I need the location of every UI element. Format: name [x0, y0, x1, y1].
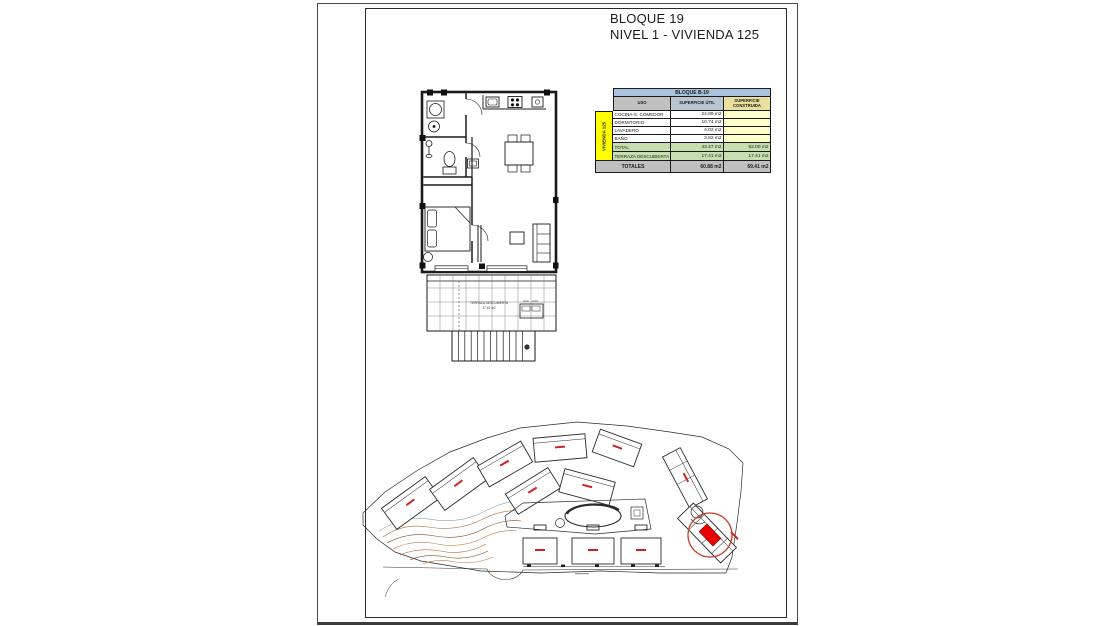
- row-label: LAVADERO: [613, 127, 671, 135]
- laundry-room: [424, 94, 483, 138]
- row-util-total: 43.47 m2: [671, 143, 724, 152]
- title-line-block: BLOQUE 19: [610, 11, 685, 26]
- apartment-walls: [420, 90, 559, 273]
- stool-icon: [424, 253, 433, 262]
- row-label: BAÑO: [613, 135, 671, 143]
- building-block: [592, 429, 642, 467]
- terrace: [427, 275, 556, 331]
- toilet-icon: [444, 152, 455, 167]
- shaft-box: [468, 159, 479, 168]
- site-plan-drawing: [355, 415, 755, 615]
- row-label-terraza: TERRAZA DESCUBIERTA: [613, 152, 671, 161]
- row-label: DORMITORIO: [613, 119, 671, 127]
- row-label-total: TOTAL: [613, 143, 671, 152]
- row-construida-total: 52.00 m2: [724, 143, 771, 152]
- surfaces-table: [595, 88, 771, 173]
- totals-util: 60.88 m2: [671, 161, 724, 173]
- building-block: [382, 477, 441, 530]
- table-block-header: BLOQUE B-19: [613, 88, 771, 97]
- kitchen: [483, 95, 546, 109]
- row-construida: [724, 127, 771, 135]
- row-util-terraza: 17.41 m2: [671, 152, 724, 161]
- bed-icon: [425, 207, 470, 251]
- col-header-superficie-construida: SUPERFICIE CONSTRUIDA: [724, 97, 771, 111]
- dimension-text-mark: [575, 573, 589, 574]
- stove-icon: [508, 97, 522, 108]
- totals-construida: 69.41 m2: [724, 161, 771, 173]
- row-label: COCINA-S. COMEDOR: [613, 111, 671, 119]
- title-block: [610, 11, 759, 43]
- row-util: 4.02 m2: [671, 127, 724, 135]
- exterior-stairs: [452, 331, 535, 361]
- bathroom: [424, 137, 481, 177]
- row-util: 24.89 m2: [671, 111, 724, 119]
- building-block: [477, 441, 532, 487]
- row-util: 3.82 m2: [671, 135, 724, 143]
- building-block: [663, 448, 708, 509]
- access-road: [383, 567, 738, 597]
- floor-plan-drawing: [415, 85, 565, 377]
- building-block: [505, 468, 560, 515]
- terrace-area-label: 17.41 m2: [482, 306, 496, 310]
- title-line-level-unit: NIVEL 1 - VIVIENDA 125: [610, 27, 760, 42]
- row-construida: [724, 135, 771, 143]
- building-block: [572, 525, 614, 564]
- building-block: [559, 469, 615, 506]
- coffee-table-icon: [510, 232, 524, 244]
- vertical-label-vivienda: VIVIENDA 125: [595, 111, 613, 161]
- appliance-icon: [532, 97, 543, 107]
- col-header-superficie-util: SUPERFICIE ÚTIL: [671, 97, 724, 111]
- row-construida-terraza: 17.41 m2: [724, 152, 771, 161]
- bath-sink-icon: [426, 141, 432, 147]
- building-block: [533, 434, 587, 462]
- dining-table: [505, 135, 533, 172]
- totals-label: TOTALES: [595, 161, 671, 173]
- terrace-label: TERRAZA DESCUBIERTA: [470, 301, 508, 305]
- row-util: 10.74 m2: [671, 119, 724, 127]
- col-header-uso: USO: [613, 97, 671, 111]
- row-construida: [724, 119, 771, 127]
- wardrobe-icon: [533, 224, 550, 262]
- stairs-marker-dot: [524, 344, 529, 349]
- building-blocks: [382, 429, 743, 567]
- living-room: [478, 224, 550, 262]
- row-construida: [724, 111, 771, 119]
